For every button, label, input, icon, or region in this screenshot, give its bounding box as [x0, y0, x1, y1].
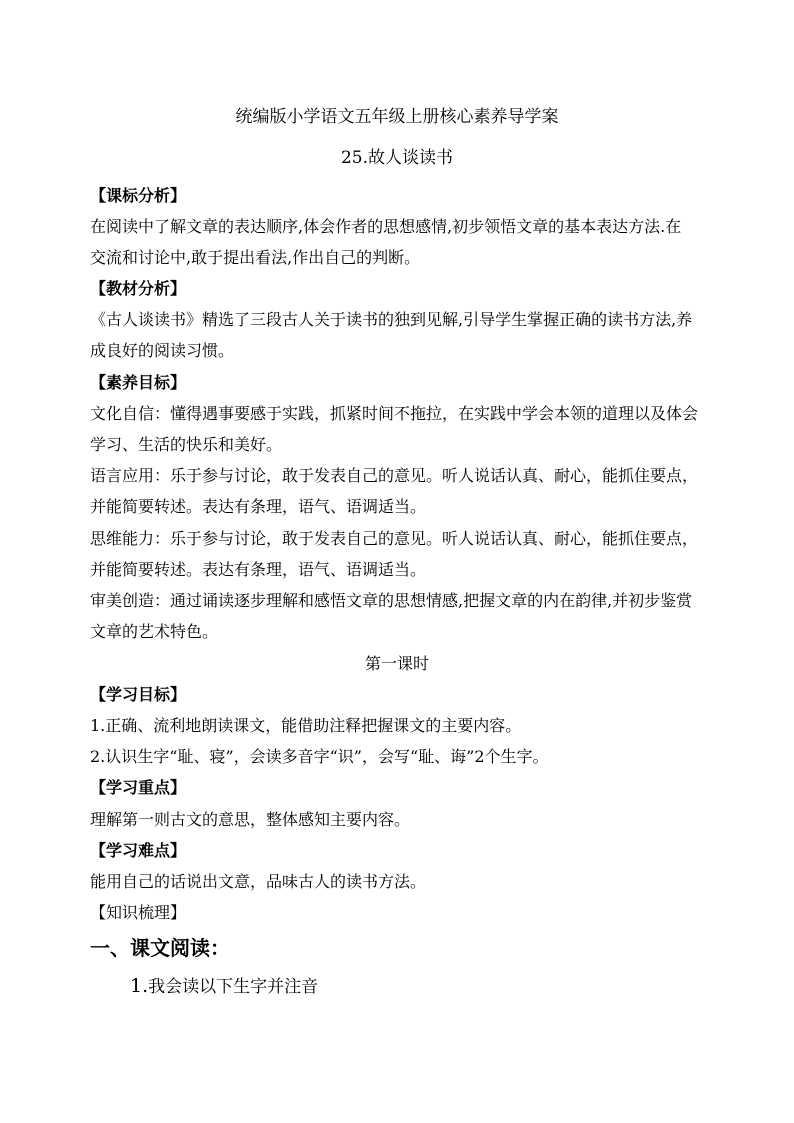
document-title: 统编版小学语文五年级上册核心素养导学案 [235, 107, 559, 127]
literacy-line: 审美创造：通过诵读逐步理解和感悟文章的思想情感,把握文章的内在韵律,并初步鉴赏 [90, 591, 693, 610]
literacy-line: 文化自信：懂得遇事要感于实践，抓紧时间不拖拉，在实践中学会本领的道理以及体会 [90, 404, 699, 423]
literacy-line: 思维能力：乐于参与讨论，敢于发表自己的意见。听人说话认真、耐心，能抓住要点， [90, 529, 699, 548]
literacy-line: 语言应用：乐于参与讨论，敢于发表自己的意见。听人说话认真、耐心，能抓住要点， [90, 466, 699, 485]
goals-line: 1.正确、流利地朗读课文，能借助注释把握课文的主要内容。 [90, 716, 522, 735]
lesson-title: 25.故人谈读书 [340, 148, 454, 168]
literacy-line: 文章的艺术特色。 [90, 622, 219, 641]
period-title: 第一课时 [364, 654, 429, 673]
textbook-heading: 【教材分析】 [90, 279, 187, 298]
list-item [130, 976, 710, 997]
curriculum-line: 交流和讨论中,敢于提出看法,作出自己的判断。 [90, 248, 421, 267]
literacy-line: 学习、生活的快乐和美好。 [90, 435, 283, 454]
list-item-number: 1. [130, 975, 149, 997]
curriculum-heading: 【课标分析】 [90, 186, 187, 205]
difficulties-line: 能用自己的话说出文意，品味古人的读书方法。 [90, 872, 427, 891]
literacy-heading: 【素养目标】 [90, 373, 187, 392]
curriculum-line: 在阅读中了解文章的表达顺序,体会作者的思想感情,初步领悟文章的基本表达方法.在 [90, 217, 682, 236]
knowledge-heading: 【知识梳理】 [90, 903, 187, 922]
goals-heading: 【学习目标】 [90, 685, 187, 704]
goals-line: 2.认识生字“耻、寝”，会读多音字“识”，会写“耻、诲”2个生字。 [90, 747, 549, 766]
literacy-line: 并能简要转述。表达有条理，语气、语调适当。 [90, 497, 427, 516]
list-item-text: 我会读以下生字并注音 [148, 977, 319, 997]
literacy-line: 并能简要转述。表达有条理，语气、语调适当。 [90, 560, 427, 579]
section-title: 一、课文阅读： [90, 936, 230, 960]
key-points-line: 理解第一则古文的意思，整体感知主要内容。 [90, 810, 411, 829]
textbook-line: 《古人谈读书》精选了三段古人关于读书的独到见解,引导学生掌握正确的读书方法,养 [90, 310, 693, 329]
key-points-heading: 【学习重点】 [90, 778, 187, 797]
difficulties-heading: 【学习难点】 [90, 841, 187, 860]
textbook-line: 成良好的阅读习惯。 [90, 341, 235, 360]
